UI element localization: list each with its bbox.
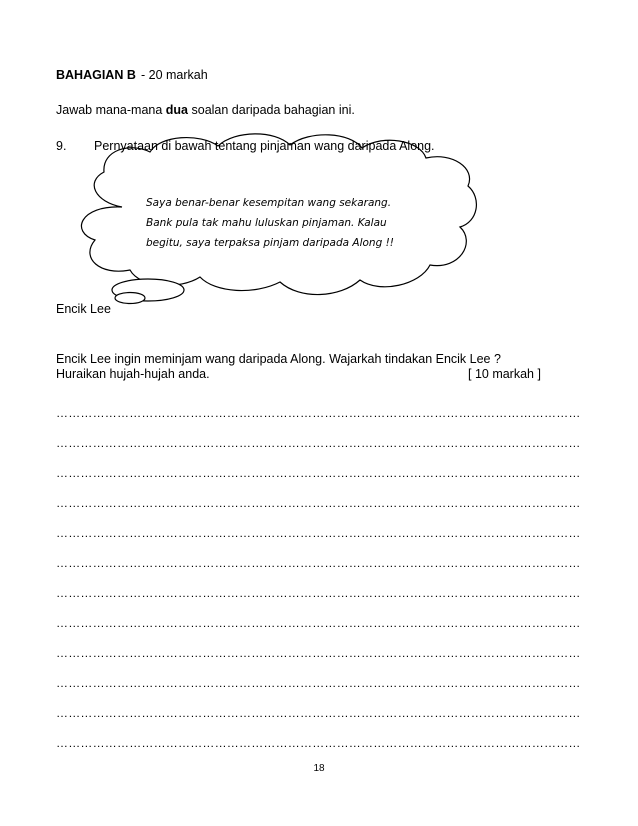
answer-line[interactable]: ………………………………………………………………………………………………………………… [56, 677, 581, 689]
thought-cloud [0, 0, 638, 330]
speaker-label: Encik Lee [56, 302, 111, 316]
answer-line[interactable]: ………………………………………………………………………………………………………………… [56, 407, 581, 419]
section-marks: - 20 markah [141, 68, 208, 82]
speech-line-3: begitu, saya terpaksa pinjam daripada Along !! [146, 237, 394, 249]
answer-line[interactable]: ………………………………………………………………………………………………………………… [56, 617, 581, 629]
answer-line[interactable]: ………………………………………………………………………………………………………………… [56, 587, 581, 599]
answer-line[interactable]: ………………………………………………………………………………………………………………… [56, 497, 581, 509]
question-number: 9. [56, 139, 67, 153]
instruction-suffix: soalan daripada bahagian ini. [188, 103, 355, 117]
instruction-prefix: Jawab mana-mana [56, 103, 166, 117]
instruction-text [56, 103, 355, 118]
task-line-2: Huraikan hujah-hujah anda. [56, 367, 210, 381]
page-number: 18 [313, 763, 325, 774]
question-statement: Pernyataan di bawah tentang pinjaman wang daripada Along. [94, 139, 435, 153]
task-line-1: Encik Lee ingin meminjam wang daripada Along. Wajarkah tindakan Encik Lee ? [56, 352, 501, 366]
task-marks: [ 10 markah ] [468, 367, 541, 381]
section-title: BAHAGIAN B [56, 68, 136, 82]
answer-line[interactable]: ………………………………………………………………………………………………………………… [56, 557, 581, 569]
answer-line[interactable]: ………………………………………………………………………………………………………………… [56, 437, 581, 449]
answer-line[interactable]: ………………………………………………………………………………………………………………… [56, 707, 581, 719]
answer-line[interactable]: ………………………………………………………………………………………………………………… [56, 527, 581, 539]
speech-line-2: Bank pula tak mahu luluskan pinjaman. Kalau [146, 217, 387, 229]
answer-line[interactable]: ………………………………………………………………………………………………………………… [56, 737, 581, 749]
speech-line-1: Saya benar-benar kesempitan wang sekarang. [146, 197, 392, 209]
instruction-bold-word: dua [165, 103, 189, 117]
thought-bubble-small [115, 293, 145, 304]
answer-line[interactable]: ………………………………………………………………………………………………………………… [56, 647, 581, 659]
answer-line[interactable]: ………………………………………………………………………………………………………………… [56, 467, 581, 479]
